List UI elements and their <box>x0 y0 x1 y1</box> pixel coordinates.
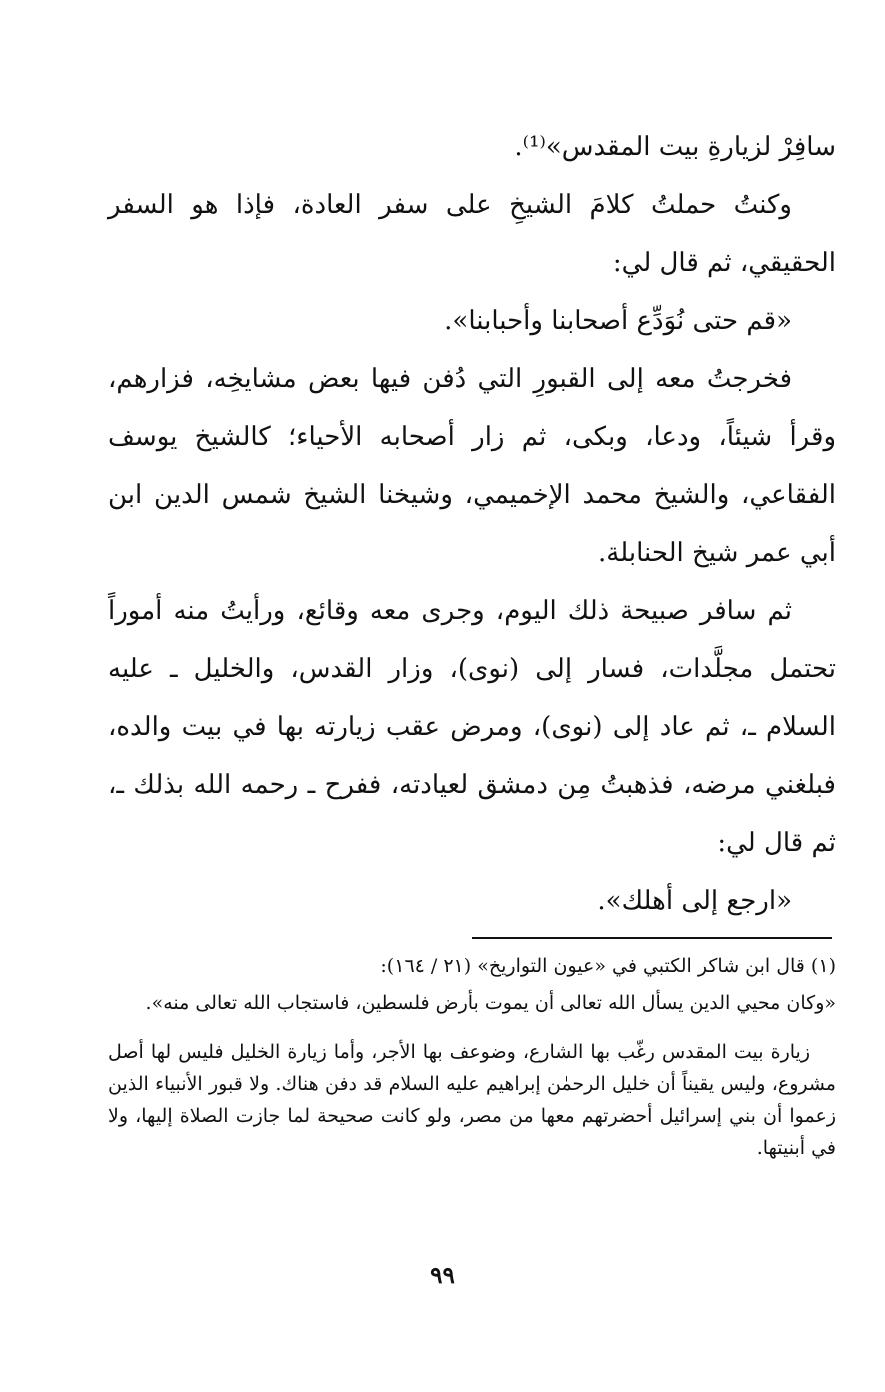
page-number: ٩٩ <box>430 1262 455 1289</box>
footnote-quote: «وكان محيي الدين يسأل الله تعالى أن يموت بأرض فلسطين، فاستجاب الله تعالى منه». <box>145 992 836 1014</box>
paragraph-return-quote: «ارجع إلى أهلك». <box>597 886 792 916</box>
footnote-section <box>108 950 836 1164</box>
footnote-note: زيارة بيت المقدس رغّب بها الشارع، وضوعف بها الأجر، وأما زيارة الخليل فليس لها أصل مشروع، وليس يقيناً أن خليل الرحمٰن إبراهيم عليه السلام قد دفن هناك. ولا قبور الأنبياء الذين زعموا أن بني إسرائيل أحضرتهم معها من مصر، ولو كانت صحيحة لما جازت الصلاة إليها، ولا في أبنيتها. <box>108 1041 836 1159</box>
main-text-body <box>108 118 836 930</box>
footnote-spacer <box>108 1024 836 1036</box>
paragraph-journey: ثم سافر صبيحة ذلك اليوم، وجرى معه وقائع، ورأيتُ منه أموراً تحتمل مجلَّدات، فسار إلى (نوى)، وزار القدس، والخليل ـ عليه السلام ـ، ثم عاد إلى (نوى)، ومرض عقب زيارته بها في بيت والده، فبلغني مرضه، فذهبتُ مِن دمشق لعيادته، ففرح ـ رحمه الله بذلك ـ، ثم قال لي: <box>108 596 836 858</box>
footnote-divider <box>472 937 832 939</box>
footnote-citation: (١) قال ابن شاكر الكتبي في «عيون التواريخ» (٢١ / ١٦٤): <box>380 955 836 977</box>
paragraph-farewell-quote: «قم حتى نُوَدِّع أصحابنا وأحبابنا». <box>444 306 792 336</box>
paragraph-travel-meaning: وكنتُ حملتُ كلامَ الشيخِ على سفر العادة، فإذا هو السفر الحقيقي، ثم قال لي: <box>108 190 836 278</box>
paragraph-quote-end: سافِرْ لزيارةِ بيت المقدس»⁽¹⁾. <box>514 132 836 162</box>
paragraph-grave-visit: فخرجتُ معه إلى القبورِ التي دُفن فيها بعض مشايخِه، فزارهم، وقرأ شيئاً، ودعا، وبكى، ثم زار أصحابه الأحياء؛ كالشيخ يوسف الفقاعي، والشيخ محمد الإخميمي، وشيخنا الشيخ شمس الدين ابن أبي عمر شيخ الحنابلة. <box>108 364 836 568</box>
